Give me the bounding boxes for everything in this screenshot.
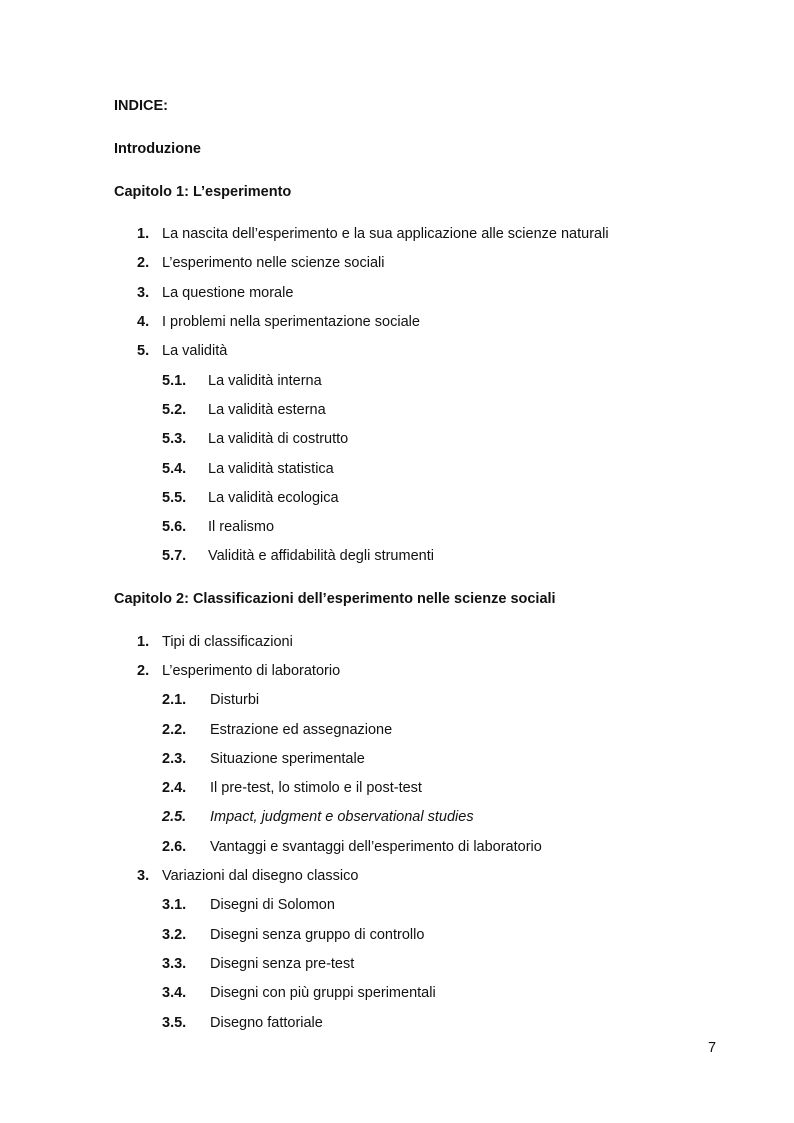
entry-text: L’esperimento di laboratorio [162, 663, 341, 679]
entry-text: La validità [162, 343, 228, 359]
entry-number: 5.3. [162, 431, 187, 447]
entry-text: La validità interna [208, 373, 322, 389]
toc-subentry [162, 518, 274, 536]
index-heading: INDICE: [114, 98, 168, 114]
toc-subentry [162, 460, 334, 478]
toc-entry [137, 225, 609, 243]
entry-text: La validità ecologica [208, 490, 339, 506]
entry-number: 5.4. [162, 461, 187, 477]
toc-subentry [162, 779, 422, 797]
toc-subentry [162, 691, 259, 709]
toc-subentry [162, 838, 542, 856]
entry-text: Situazione sperimentale [210, 751, 365, 767]
entry-text: La validità esterna [208, 402, 326, 418]
toc-subentry [162, 896, 335, 914]
toc-subentry [162, 926, 424, 944]
toc-subentry [162, 547, 434, 565]
entry-number: 5.1. [162, 373, 187, 389]
entry-number: 5.6. [162, 519, 187, 535]
entry-text: Disegni con più gruppi sperimentali [210, 985, 436, 1001]
entry-number: 2.1. [162, 692, 187, 708]
entry-text: Disegni senza gruppo di controllo [210, 927, 425, 943]
entry-number: 2.6. [162, 839, 187, 855]
entry-number: 3.4. [162, 985, 187, 1001]
toc-subentry [162, 1014, 323, 1032]
entry-text: Il realismo [208, 519, 275, 535]
entry-text: La validità di costrutto [208, 431, 349, 447]
entry-text: Vantaggi e svantaggi dell’esperimento di laboratorio [210, 839, 542, 855]
toc-subentry [162, 808, 474, 826]
intro-heading: Introduzione [114, 141, 201, 157]
toc-subentry [162, 984, 436, 1002]
entry-text: Disegno fattoriale [210, 1015, 323, 1031]
toc-subentry [162, 401, 326, 419]
toc-entry [137, 662, 340, 680]
toc-entry [137, 633, 293, 651]
entry-text: La validità statistica [208, 461, 334, 477]
entry-number: 4. [137, 314, 150, 330]
entry-text: L’esperimento nelle scienze sociali [162, 255, 385, 271]
toc-subentry [162, 721, 392, 739]
entry-text: Il pre-test, lo stimolo e il post-test [210, 780, 422, 796]
entry-number: 2.4. [162, 780, 187, 796]
toc-subentry [162, 430, 348, 448]
toc-subentry [162, 955, 354, 973]
entry-text: Validità e affidabilità degli strumenti [208, 548, 434, 564]
entry-number: 2.3. [162, 751, 187, 767]
toc-subentry [162, 750, 365, 768]
page-number: 7 [708, 1040, 717, 1056]
chapter-2-title: Capitolo 2: Classificazioni dell’esperimento nelle scienze sociali [114, 591, 556, 607]
entry-text: Disturbi [210, 692, 260, 708]
toc-entry [137, 254, 384, 272]
entry-text: I problemi nella sperimentazione sociale [162, 314, 420, 330]
entry-number: 2. [137, 255, 150, 271]
entry-text: Variazioni dal disegno classico [162, 868, 359, 884]
entry-text: La nascita dell’esperimento e la sua applicazione alle scienze naturali [162, 226, 609, 242]
entry-number: 3. [137, 868, 150, 884]
chapter-1-title: Capitolo 1: L’esperimento [114, 184, 292, 200]
entry-text: Tipi di classificazioni [162, 634, 293, 650]
entry-text: La questione morale [162, 285, 294, 301]
entry-number: 1. [137, 226, 150, 242]
toc-entry [137, 867, 358, 885]
toc-subentry [162, 489, 339, 507]
entry-number: 3.3. [162, 956, 187, 972]
toc-subentry [162, 372, 322, 390]
toc-entry [137, 284, 293, 302]
entry-number: 3.1. [162, 897, 187, 913]
toc-entry [137, 342, 227, 360]
entry-number: 2. [137, 663, 150, 679]
entry-text: Disegni di Solomon [210, 897, 335, 913]
entry-number: 3.2. [162, 927, 187, 943]
entry-text: Impact, judgment e observational studies [210, 809, 474, 825]
toc-entry [137, 313, 420, 331]
entry-number: 2.2. [162, 722, 187, 738]
entry-number: 3.5. [162, 1015, 187, 1031]
entry-number: 3. [137, 285, 150, 301]
entry-number: 2.5. [162, 809, 187, 825]
entry-text: Estrazione ed assegnazione [210, 722, 393, 738]
entry-number: 5.5. [162, 490, 187, 506]
entry-number: 1. [137, 634, 150, 650]
entry-number: 5. [137, 343, 150, 359]
entry-number: 5.2. [162, 402, 187, 418]
entry-number: 5.7. [162, 548, 187, 564]
entry-text: Disegni senza pre-test [210, 956, 355, 972]
